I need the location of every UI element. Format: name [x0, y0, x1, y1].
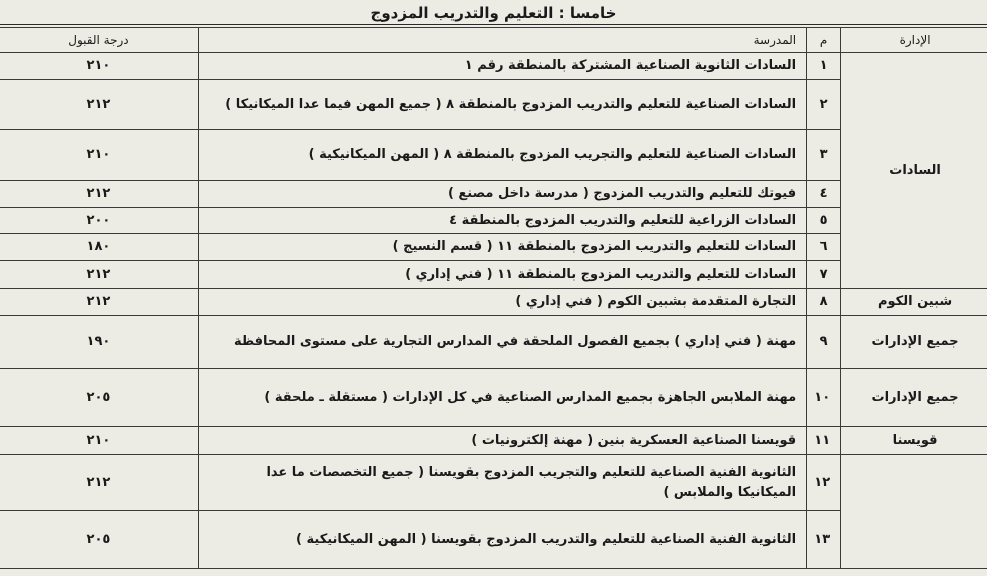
table-row: [0, 427, 987, 455]
school-name: مهنة الملابس الجاهزة بجميع المدارس الصناعية في كل الإدارات ( مستقلة ـ ملحقة ): [198, 369, 806, 427]
table-row: [0, 316, 987, 369]
row-number: ١٢: [807, 455, 841, 511]
school-name: التجارة المتقدمة بشبين الكوم ( فني إداري ): [198, 289, 806, 316]
table-row: [0, 261, 987, 289]
school-name: الثانوية الفنية الصناعية للتعليم والتجريب المزدوج بقويسنا ( جميع التخصصات ما عدا الميكانيكا والملابس ): [198, 455, 806, 511]
school-name: الثانوية الفنية الصناعية للتعليم والتدريب المزدوج بقويسنا ( المهن الميكانيكية ): [198, 511, 806, 569]
admission-score: ٢١٠: [0, 130, 198, 181]
admin-cell: السادات: [841, 53, 987, 289]
admin-cell: شبين الكوم: [841, 289, 987, 316]
row-number: ٢: [807, 80, 841, 130]
school-name: قويسنا الصناعية العسكرية بنين ( مهنة إلكترونيات ): [198, 427, 806, 455]
school-name: السادات الزراعية للتعليم والتدريب المزدوج بالمنطقة ٤: [198, 208, 806, 234]
row-number: ٣: [807, 130, 841, 181]
title-divider: [0, 24, 987, 25]
row-number: ٧: [807, 261, 841, 289]
admission-score: ٢١٢: [0, 455, 198, 511]
admission-score: ٢١٠: [0, 53, 198, 80]
row-number: ١٣: [807, 511, 841, 569]
table-row: [0, 130, 987, 181]
admin-cell: جميع الإدارات: [841, 316, 987, 369]
admission-score: ٢٠٠: [0, 208, 198, 234]
admission-table: [0, 27, 987, 569]
table-row: [0, 80, 987, 130]
table-row: [0, 234, 987, 261]
table-row: [0, 455, 987, 511]
admission-score: ٢١٢: [0, 289, 198, 316]
admission-score: ٢١٠: [0, 427, 198, 455]
admission-score: ٢١٢: [0, 261, 198, 289]
table-row: [0, 511, 987, 569]
page-title: خامسا : التعليم والتدريب المزدوج: [370, 4, 617, 22]
table-row: [0, 53, 987, 80]
school-name: السادات الصناعية للتعليم والتدريب المزدوج بالمنطقة ٨ ( جميع المهن فيما عدا الميكانيكا ): [198, 80, 806, 130]
table-header-row: [0, 28, 987, 53]
school-name: السادات للتعليم والتدريب المزدوج بالمنطقة ١١ ( فني إداري ): [198, 261, 806, 289]
row-number: ١٠: [807, 369, 841, 427]
admission-score: ٢٠٥: [0, 369, 198, 427]
row-number: ٦: [807, 234, 841, 261]
header-score: درجة القبول: [0, 28, 198, 53]
school-name: السادات للتعليم والتدريب المزدوج بالمنطقة ١١ ( قسم النسيج ): [198, 234, 806, 261]
admin-cell: جميع الإدارات: [841, 369, 987, 427]
school-name: السادات الصناعية للتعليم والتجريب المزدوج بالمنطقة ٨ ( المهن الميكانيكية ): [198, 130, 806, 181]
table-row: [0, 369, 987, 427]
table-row: [0, 208, 987, 234]
admission-score: ١٩٠: [0, 316, 198, 369]
admission-score: ٢١٢: [0, 181, 198, 208]
row-number: ٤: [807, 181, 841, 208]
row-number: ١: [807, 53, 841, 80]
admin-cell: قويسنا: [841, 427, 987, 455]
row-number: ٩: [807, 316, 841, 369]
school-name: مهنة ( فني إداري ) بجميع الفصول الملحقة في المدارس التجارية على مستوى المحافظة: [198, 316, 806, 369]
row-number: ٨: [807, 289, 841, 316]
header-school: المدرسة: [198, 28, 806, 53]
header-admin: الإدارة: [841, 28, 987, 53]
admission-score: ١٨٠: [0, 234, 198, 261]
admission-score: ٢٠٥: [0, 511, 198, 569]
school-name: فيوتك للتعليم والتدريب المزدوج ( مدرسة داخل مصنع ): [198, 181, 806, 208]
row-number: ٥: [807, 208, 841, 234]
admission-score: ٢١٢: [0, 80, 198, 130]
table-row: [0, 289, 987, 316]
row-number: ١١: [807, 427, 841, 455]
school-name: السادات الثانوية الصناعية المشتركة بالمنطقة رقم ١: [198, 53, 806, 80]
header-number: م: [807, 28, 841, 53]
table-row: [0, 181, 987, 208]
admin-cell: [841, 455, 987, 569]
